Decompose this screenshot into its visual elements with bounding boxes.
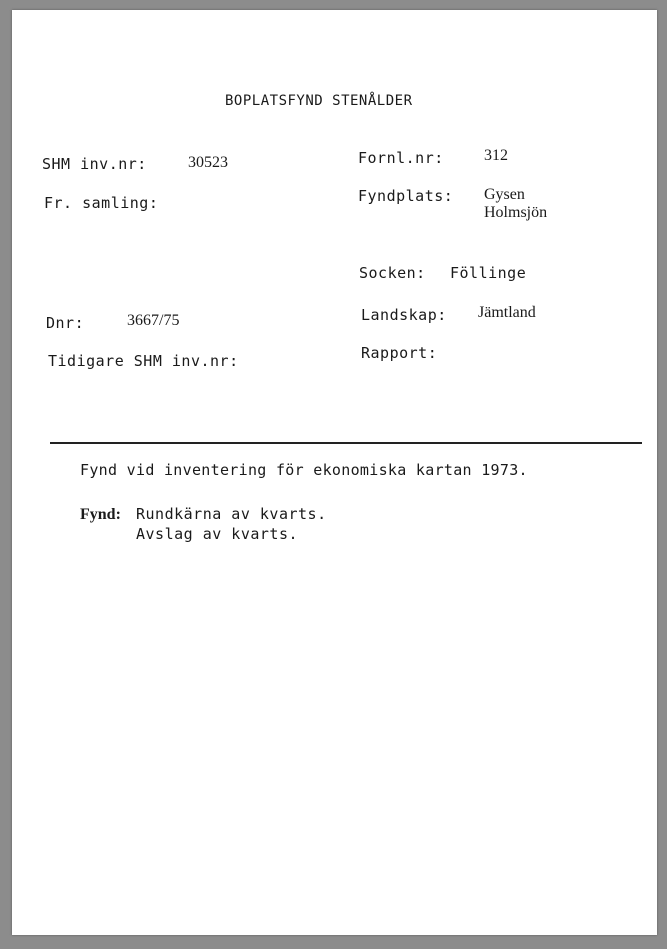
divider-line [50,442,642,444]
fynd-line-2: Avslag av kvarts. [136,525,299,543]
dnr-value: 3667/75 [127,312,180,329]
fr-samling-label: Fr. samling: [44,194,159,212]
card-title: BOPLATSFYND STENÅLDER [225,93,413,109]
shm-inv-label: SHM inv.nr: [42,155,147,173]
fynd-line-1: Rundkärna av kvarts. [136,505,327,523]
landskap-value: Jämtland [478,304,536,321]
socken-label: Socken: [359,264,426,282]
fynd-label: Fynd: [80,506,121,523]
catalog-card [12,10,657,935]
rapport-label: Rapport: [361,344,438,362]
dnr-label: Dnr: [46,314,85,332]
intro-text: Fynd vid inventering för ekonomiska kartan 1973. [80,461,528,479]
fornl-value: 312 [484,147,508,164]
landskap-label: Landskap: [361,306,447,324]
shm-inv-value: 30523 [188,154,228,171]
fyndplats-label: Fyndplats: [358,187,454,205]
fornl-label: Fornl.nr: [358,149,444,167]
socken-value: Föllinge [450,264,527,282]
fyndplats-value-1: Gysen [484,186,525,203]
fyndplats-value-2: Holmsjön [484,204,548,221]
tidigare-shm-inv-label: Tidigare SHM inv.nr: [48,352,239,370]
